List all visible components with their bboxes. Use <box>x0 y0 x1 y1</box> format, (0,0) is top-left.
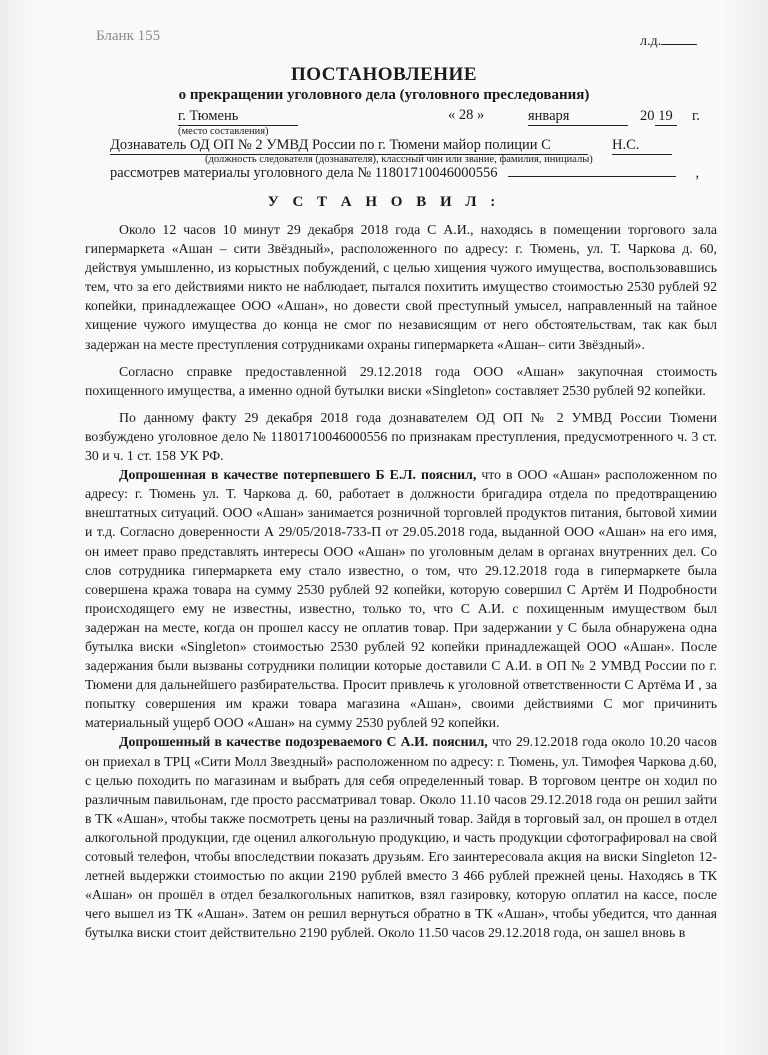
document-subtitle: о прекращении уголовного дела (уголовного преследования) <box>178 87 590 103</box>
paragraph-case-opened: По данному факту 29 декабря 2018 года дознавателем ОД ОП № 2 УМВД России Тюмени возбуждено уголовное дело № 11801710046000556 по признакам преступления, предусмотренного ч. 3 ст. 30 и ч. 1 ст. 158 УК РФ. <box>85 409 717 464</box>
date-year-unit: г. <box>692 108 700 124</box>
date-year: 20 19 <box>640 108 677 126</box>
officer-line: Дознаватель ОД ОП № 2 УМВД России по г. Тюмени майор полиции С <box>110 137 588 155</box>
case-materials-line: рассмотрев материалы уголовного дела № 11801710046000556 , <box>110 165 700 181</box>
document-title: ПОСТАНОВЛЕНИЕ <box>290 64 478 85</box>
case-sheet-number <box>640 32 697 50</box>
victim-text: что в ООО «Ашан» расположенном по адресу: г. Тюмень ул. Т. Чаркова д. 60, работает в должности бригадира отдела по предотвращению внештатных ситуаций. ООО «Ашан» занимается розничной торговлей продуктов питания, бытовой химии и т.д. Согласно доверенности А 29/05/2018-733-П от 29.05.2018 года, выданной ООО «Ашан» на его имя, он имеет право представлять интересы ООО «Ашан» по уголовным делам в органах внутренних дел. Со слов сотрудника гипермаркета ему стало известно, о том, что 29.12.2018 года в гипермаркете была совершена кража товара на сумму 2530 рублей 92 копейки, которую совершил С Артём И Подробности происходящего ему не известны, известно, только то, что С А.И. с похищенным имуществом был задержан на месте, когда он прошел кассу не оплатив товар. При задержании у С была обнаружена одна бутылка виски «Singleton» стоимостью 2530 рублей 92 копейки принадлежащей ООО «Ашан». После задержания были вызваны сотрудники полиции которые доставили С А.И. в ОП № 2 УМВД России по г. Тюмени для дальнейшего разбирательства. Просит привлечь к уголовной ответственности С Артёма И , за попытку совершения им кражи товара магазина «Ашан», своими действиями С мог причинить материальный ущерб ООО «Ашан» на сумму 2530 рублей 92 копейки. <box>85 467 717 731</box>
document-body <box>85 220 717 942</box>
place-caption: (место составления) <box>178 126 269 137</box>
suspect-text: что 29.12.2018 года около 10.20 часов он приехал в ТРЦ «Сити Молл Звездный» расположенном по адресу: г. Тюмень, ул. Тимофея Чаркова д.60, с целью походить по магазинам и выбрать для себя определенный товар. В торговом центре он ходил по различным павильонам, где просто рассматривал товар. Около 11.10 часов 29.12.2018 года он решил зайти в ТК «Ашан», чтобы также посмотреть цены на различный товар. Зайдя в торговый зал, он прошел в отдел алкогольной продукции, где оценил алкогольную продукцию, и часть продукции сфотографировал на свой сотовый телефон, чтобы впоследствии показать друзьям. Его заинтересовала акция на виски Singleton 12-летней выдержки стоимостью по акции 2190 рублей вместо 3 466 рублей прежней цены. Находясь в ТК «Ашан» он прошёл в отдел безалкогольных напитков, взял газировку, которую оплатил на кассе, после чего вышел из ТК «Ашан». Затем он решил вернуться обратно в ТК «Ашан», чтобы убедится, что данная бутылка виски стоит действительно 2190 рублей. Около 11.50 часов 29.12.2018 года, он зашел вновь в <box>85 734 718 941</box>
officer-caption: (должность следователя (дознавателя), классный чин или звание, фамилия, инициалы) <box>205 154 593 165</box>
ld-label: л.д. <box>640 34 662 49</box>
form-name: Бланк 155 <box>96 28 161 44</box>
paragraph-cost-certificate: Согласно справке предоставленной 29.12.2018 года ООО «Ашан» закупочная стоимость похищенного имущества, а именно одной бутылки виски «Singleton» составляет 2530 рублей 92 копейки. <box>85 363 717 398</box>
place-city: г. Тюмень <box>178 108 298 126</box>
paragraph-suspect-testimony <box>85 732 717 942</box>
officer-initials: Н.С. <box>612 137 672 155</box>
date-day: « 28 » <box>448 107 485 123</box>
ld-blank <box>661 32 697 45</box>
paragraph-victim-testimony <box>85 465 717 732</box>
suspect-lead: Допрошенный в качестве подозреваемого С А.И. пояснил, <box>119 734 488 750</box>
victim-lead: Допрошенная в качестве потерпевшего Б Е.Л. пояснил, <box>119 467 477 483</box>
section-heading: У С Т А Н О В И Л : <box>267 194 501 210</box>
date-month: января <box>528 108 628 126</box>
paragraph-incident: Около 12 часов 10 минут 29 декабря 2018 года С А.И., находясь в помещении торгового зала гипермаркета «Ашан – сити Звёздный», расположенного по адресу: г. Тюмень, ул. Т. Чаркова д. 60, действуя умышленно, из корыстных побуждений, с целью хищения чужого имущества, воспользовавшись тем, что за его действиями никто не наблюдает, пытался похитить имущество стоимостью 2530 рублей 92 копейки, принадлежащее ООО «Ашан», но довести свой преступный умысел, направленный на тайное хищение чужого имущества до конца не смог по независящим от него обстоятельствам, так как был задержан на месте преступления сотрудниками охраны гипермаркета «Ашан– сити Звёздный». <box>85 222 717 352</box>
